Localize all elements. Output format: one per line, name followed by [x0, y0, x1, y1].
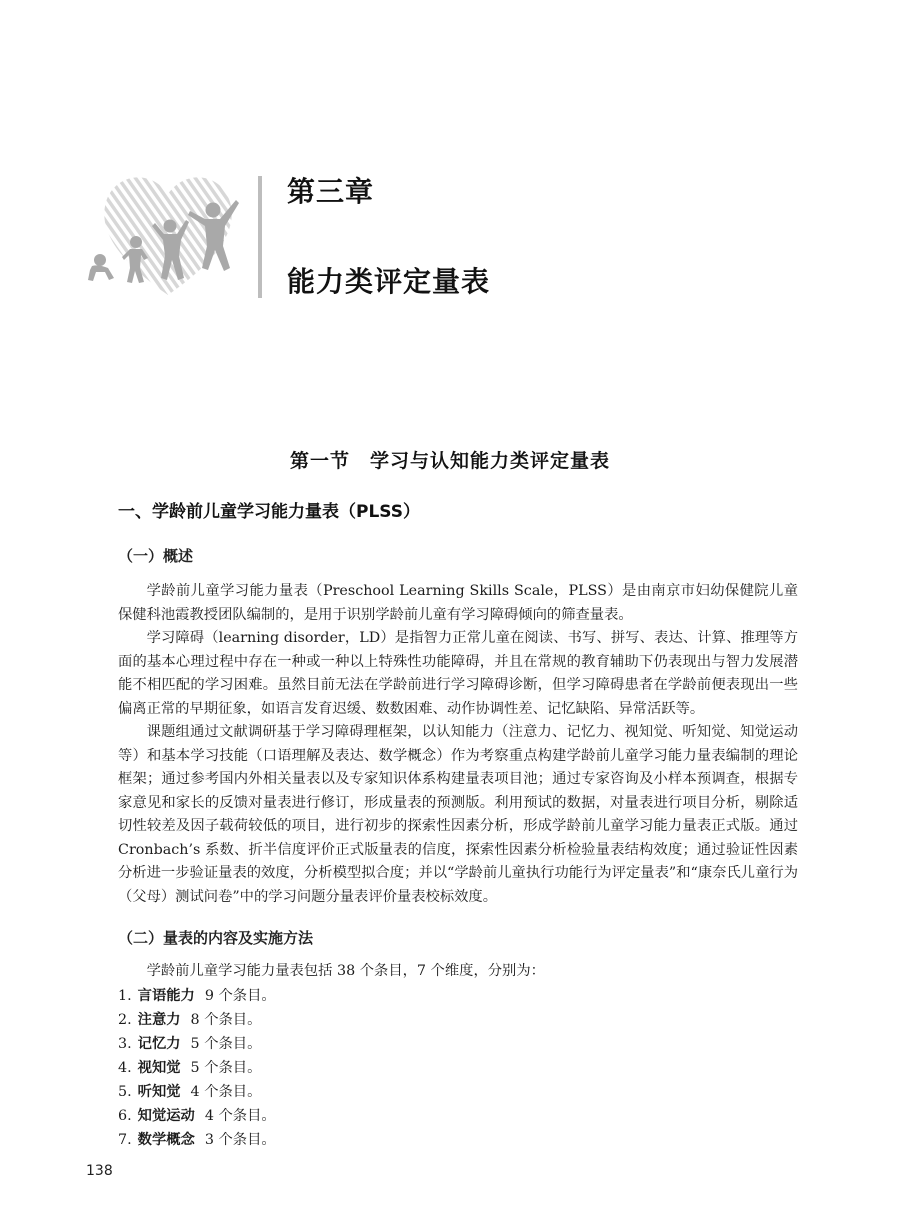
section-label: 第一节	[289, 450, 350, 472]
content-method-heading: （二）量表的内容及实施方法	[118, 929, 314, 947]
list-item: 6. 知觉运动 4 个条目。	[118, 1108, 276, 1124]
page-number: 138	[86, 1163, 113, 1179]
list-item: 2. 注意力 8 个条目。	[118, 1012, 262, 1028]
paragraph: 学龄前儿童学习能力量表包括 38 个条目，7 个维度，分别为：	[146, 963, 545, 979]
chapter-number: 第三章	[287, 175, 375, 208]
chapter-title: 能力类评定量表	[287, 265, 491, 298]
section-heading	[0, 446, 900, 473]
list-item: 4. 视知觉 5 个条目。	[118, 1060, 262, 1076]
subsection-heading-plss: 一、学龄前儿童学习能力量表（PLSS）	[118, 502, 421, 522]
section-title: 学习与认知能力类评定量表	[370, 450, 611, 472]
chapter-divider	[258, 176, 262, 298]
crawling-baby-icon	[88, 254, 114, 281]
list-item: 1. 言语能力 9 个条目。	[118, 988, 276, 1004]
list-item: 7. 数学概念 3 个条目。	[118, 1132, 276, 1148]
paragraph: 学龄前儿童学习能力量表（Preschool Learning Skills Scale，PLSS）是由南京市妇幼保健院儿童保健科池霞教授团队编制的，是用于识别学龄前儿童有学习障碍倾向的筛查量表。	[118, 583, 798, 623]
dimension-list	[118, 984, 276, 1152]
content-intro	[118, 960, 798, 984]
overview-body	[118, 580, 798, 909]
overview-heading: （一）概述	[118, 547, 194, 565]
list-item: 5. 听知觉 4 个条目。	[118, 1084, 262, 1100]
paragraph: 课题组通过文献调研基于学习障碍理框架，以认知能力（注意力、记忆力、视知觉、听知觉、知觉运动等）和基本学习技能（口语理解及表达、数学概念）作为考察重点构建学龄前儿童学习能力量表编制的理论框架；通过参考国内外相关量表以及专家知识体系构建量表项目池；通过专家咨询及小样本预调查，根据专家意见和家长的反馈对量表进行修订，形成量表的预测版。利用预试的数据，对量表进行项目分析，剔除适切性较差及因子载荷较低的项目，进行初步的探索性因素分析，形成学龄前儿童学习能力量表正式版。通过 Cronbach’s 系数、折半信度评价正式版量表的信度，探索性因素分析检验量表结构效度；通过验证性因素分析进一步验证量表的效度，分析模型拟合度；并以“学龄前儿童执行功能行为评定量表”和“康奈氏儿童行为（父母）测试问卷”中的学习问题分量表评价量表校标效度。	[118, 724, 798, 905]
chapter-illustration	[78, 160, 258, 300]
paragraph: 学习障碍（learning disorder，LD）是指智力正常儿童在阅读、书写、拼写、表达、计算、推理等方面的基本心理过程中存在一种或一种以上特殊性功能障碍，并且在常规的教育辅助下仍表现出与智力发展潜能不相匹配的学习困难。虽然目前无法在学龄前进行学习障碍诊断，但学习障碍患者在学龄前便表现出一些偏离正常的早期征象，如语言发育迟缓、数数困难、动作协调性差、记忆缺陷、异常活跃等。	[118, 630, 798, 717]
list-item: 3. 记忆力 5 个条目。	[118, 1036, 262, 1052]
